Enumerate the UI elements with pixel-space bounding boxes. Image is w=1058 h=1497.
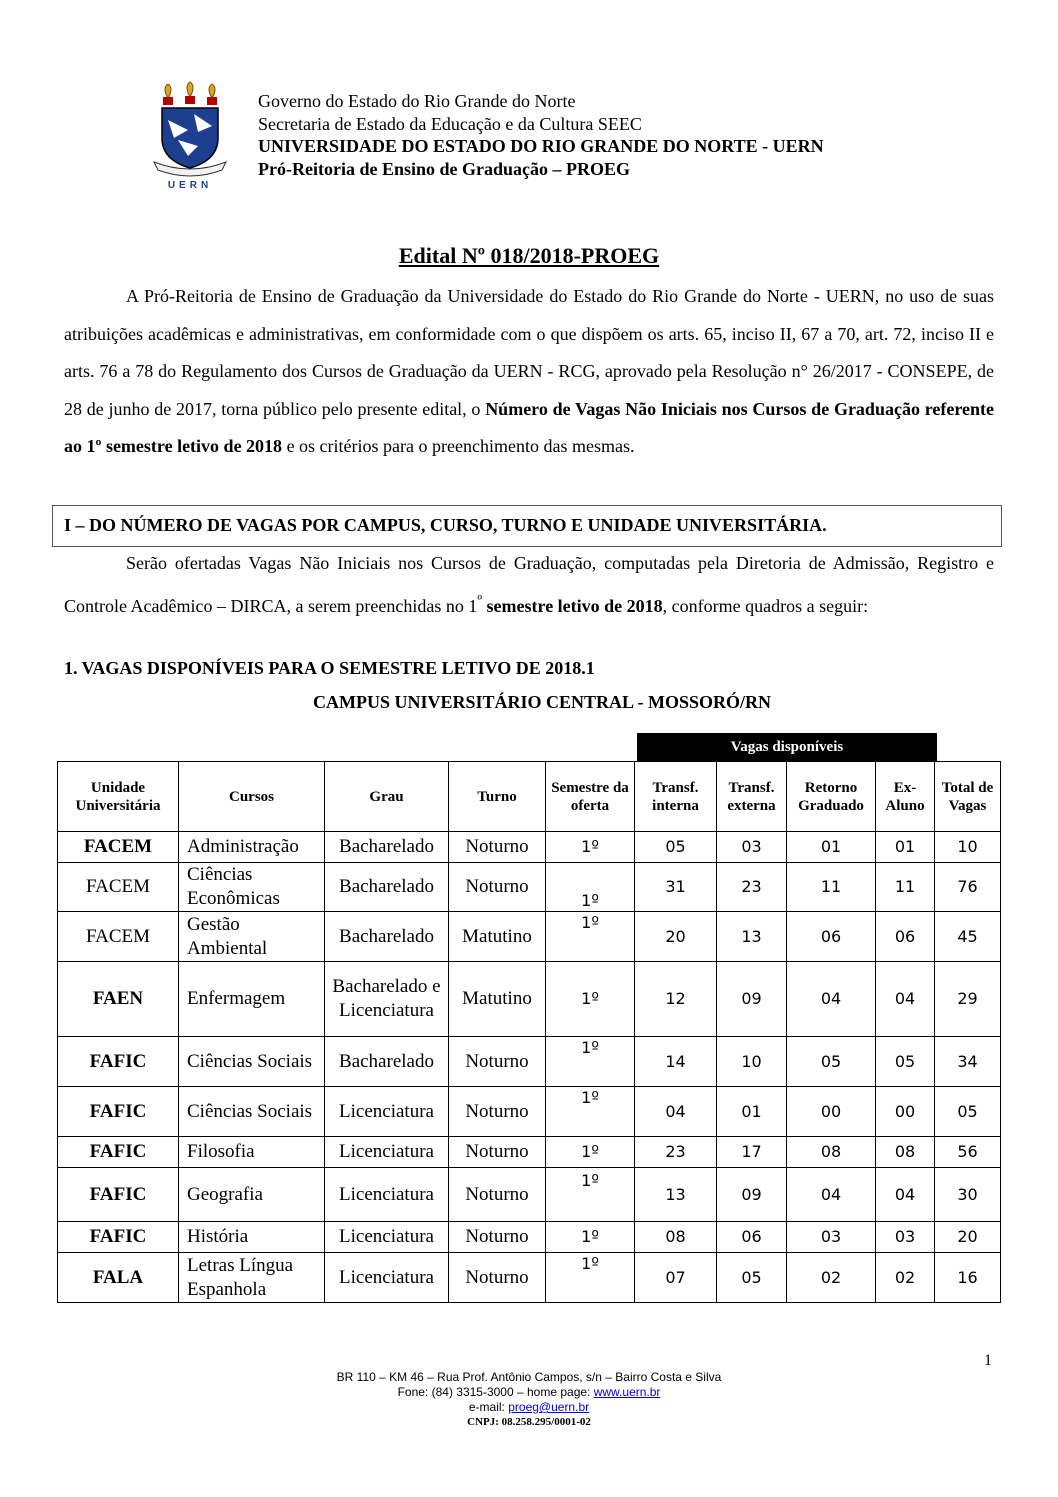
section-heading: I – DO NÚMERO DE VAGAS POR CAMPUS, CURSO, TURNO E UNIDADE UNIVERSITÁRIA. xyxy=(64,515,827,535)
vacancies-table xyxy=(57,761,1001,1303)
cell-unidade: FACEM xyxy=(58,832,179,863)
table-row xyxy=(58,1253,1001,1303)
cell-curso: Ciências Sociais xyxy=(179,1087,325,1137)
cell-total: 56 xyxy=(935,1137,1001,1168)
cell-transf-externa: 10 xyxy=(717,1037,787,1087)
cell-turno: Noturno xyxy=(449,1253,546,1303)
cell-grau: Licenciatura xyxy=(325,1137,449,1168)
cell-transf-interna: 08 xyxy=(635,1222,717,1253)
uern-crest-icon xyxy=(148,80,232,180)
cell-transf-externa: 05 xyxy=(717,1253,787,1303)
cell-grau: Bacharelado xyxy=(325,912,449,962)
cell-curso: Ciências Econômicas xyxy=(179,863,325,912)
cell-ex-aluno: 04 xyxy=(876,1168,935,1222)
cell-transf-externa: 23 xyxy=(717,863,787,912)
cell-turno: Noturno xyxy=(449,832,546,863)
cell-semestre: 1º xyxy=(546,962,635,1037)
footer-address: BR 110 – KM 46 – Rua Prof. Antônio Campos, s/n – Bairro Costa e Silva xyxy=(336,1370,722,1384)
cell-transf-externa: 13 xyxy=(717,912,787,962)
section-text-sup: º xyxy=(477,592,483,609)
section-heading-box xyxy=(52,505,1002,547)
header-line-university: UNIVERSIDADE DO ESTADO DO RIO GRANDE DO NORTE - UERN xyxy=(258,136,824,156)
cell-total: 76 xyxy=(935,863,1001,912)
cell-semestre: 1º xyxy=(546,1073,635,1123)
table-header-row xyxy=(58,762,1001,832)
col-header-ex-aluno: Ex-Aluno xyxy=(876,762,935,832)
cell-grau: Bacharelado xyxy=(325,863,449,912)
cell-turno: Matutino xyxy=(449,962,546,1037)
cell-curso: Administração xyxy=(179,832,325,863)
cell-transf-interna: 20 xyxy=(635,912,717,962)
col-header-semestre: Semestre da oferta xyxy=(546,762,635,832)
cell-turno: Noturno xyxy=(449,1037,546,1087)
footer-phone: Fone: (84) 3315-3000 – home page: xyxy=(397,1385,594,1399)
cell-unidade: FAFIC xyxy=(58,1168,179,1222)
section-text-end: , conforme quadros a seguir: xyxy=(662,595,869,616)
section-text-start: Serão ofertadas Vagas Não Iniciais nos Cursos de Graduação, computadas pela Diretoria de Admissão, Registro e Controle Acadêmico – DIRCA, a serem preenchidas no 1 xyxy=(64,553,994,616)
table-row xyxy=(58,1168,1001,1222)
footer-email-label: e-mail: xyxy=(468,1400,509,1414)
intro-text-bold: Número de Vagas Não Iniciais nos Cursos de Graduação referente ao 1º semestre letivo de 2018 xyxy=(64,398,994,456)
cell-ex-aluno: 03 xyxy=(876,1222,935,1253)
cell-transf-interna: 05 xyxy=(635,832,717,863)
cell-transf-interna: 31 xyxy=(635,863,717,912)
cell-total: 30 xyxy=(935,1168,1001,1222)
cell-retorno-graduado: 06 xyxy=(787,912,876,962)
cell-retorno-graduado: 05 xyxy=(787,1037,876,1087)
cell-ex-aluno: 08 xyxy=(876,1137,935,1168)
footer-phone-line xyxy=(0,1385,1058,1400)
cell-total: 16 xyxy=(935,1253,1001,1303)
cell-curso: Letras Língua Espanhola xyxy=(179,1253,325,1303)
uern-logo xyxy=(148,80,232,200)
cell-turno: Matutino xyxy=(449,912,546,962)
cell-retorno-graduado: 03 xyxy=(787,1222,876,1253)
header-line-proeg: Pró-Reitoria de Ensino de Graduação – PROEG xyxy=(258,158,630,179)
table-row xyxy=(58,1222,1001,1253)
cell-turno: Noturno xyxy=(449,1168,546,1222)
col-header-grau: Grau xyxy=(325,762,449,832)
intro-text-start: A Pró-Reitoria de Ensino de Graduação da Universidade do Estado do Rio Grande do Norte - UERN, no uso de suas atribuições acadêmicas e administrativas, em conformidade com o que dispõem os arts. 65, inciso II, 67 a 70, art. 72, inciso II e arts. 76 a 78 do Regulamento dos Cursos de Graduação da UERN - RCG, aprovado pela Resolução n° 26/2017 - CONSEPE, de 28 de junho de 2017, torna público pelo presente edital, o xyxy=(64,286,994,419)
cell-total: 34 xyxy=(935,1037,1001,1087)
table-row xyxy=(58,1137,1001,1168)
cell-retorno-graduado: 00 xyxy=(787,1087,876,1137)
cell-grau: Licenciatura xyxy=(325,1087,449,1137)
col-header-total: Total de Vagas xyxy=(935,762,1001,832)
section-text-bold: semestre letivo de 2018 xyxy=(482,595,663,616)
footer-homepage-link[interactable]: www.uern.br xyxy=(593,1385,661,1399)
cell-curso: Filosofia xyxy=(179,1137,325,1168)
logo-caption: UERN xyxy=(167,180,213,191)
col-header-retorno: Retorno Graduado xyxy=(787,762,876,832)
cell-semestre: 1º xyxy=(546,1239,635,1289)
cell-unidade: FAFIC xyxy=(58,1087,179,1137)
document-header xyxy=(148,80,1008,200)
table-body xyxy=(58,832,1001,1303)
cell-retorno-graduado: 01 xyxy=(787,832,876,863)
cell-curso: Enfermagem xyxy=(179,962,325,1037)
cell-ex-aluno: 06 xyxy=(876,912,935,962)
cell-semestre: 1º xyxy=(546,898,635,948)
cell-retorno-graduado: 04 xyxy=(787,1168,876,1222)
cell-ex-aluno: 02 xyxy=(876,1253,935,1303)
campus-title: CAMPUS UNIVERSITÁRIO CENTRAL - MOSSORÓ/RN xyxy=(312,692,772,712)
cell-ex-aluno: 01 xyxy=(876,832,935,863)
cell-ex-aluno: 05 xyxy=(876,1037,935,1087)
footer-cnpj: CNPJ: 08.258.295/0001-02 xyxy=(467,1416,591,1428)
cell-turno: Noturno xyxy=(449,1087,546,1137)
intro-paragraph xyxy=(64,278,994,466)
col-header-transf-externa: Transf. externa xyxy=(717,762,787,832)
cell-semestre: 1º xyxy=(546,1154,635,1208)
cell-curso: História xyxy=(179,1222,325,1253)
cell-unidade: FALA xyxy=(58,1253,179,1303)
table-row xyxy=(58,832,1001,863)
cell-retorno-graduado: 04 xyxy=(787,962,876,1037)
cell-semestre: 1º xyxy=(546,1137,635,1168)
cell-grau: Licenciatura xyxy=(325,1222,449,1253)
cell-total: 20 xyxy=(935,1222,1001,1253)
cell-unidade: FAFIC xyxy=(58,1222,179,1253)
cell-grau: Bacharelado xyxy=(325,1037,449,1087)
cell-transf-interna: 23 xyxy=(635,1137,717,1168)
header-line-secretariat: Secretaria de Estado da Educação e da Cultura SEEC xyxy=(258,113,642,134)
table-row xyxy=(58,1087,1001,1137)
cell-transf-interna: 12 xyxy=(635,962,717,1037)
cell-transf-externa: 09 xyxy=(717,962,787,1037)
table-row xyxy=(58,863,1001,912)
page-title: Edital Nº 018/2018-PROEG xyxy=(398,243,660,268)
cell-grau: Bacharelado e Licenciatura xyxy=(325,962,449,1037)
cell-semestre: 1º xyxy=(546,877,635,926)
table-row xyxy=(58,912,1001,962)
cell-semestre: 1º xyxy=(546,1222,635,1253)
intro-text-end: e os critérios para o preenchimento das mesmas. xyxy=(282,436,635,456)
cell-retorno-graduado: 08 xyxy=(787,1137,876,1168)
vagas-disponiveis-header: Vagas disponíveis xyxy=(637,733,937,761)
col-header-transf-interna: Transf. interna xyxy=(635,762,717,832)
cell-turno: Noturno xyxy=(449,1137,546,1168)
cell-ex-aluno: 11 xyxy=(876,863,935,912)
table-row xyxy=(58,962,1001,1037)
table-row xyxy=(58,1037,1001,1087)
cell-semestre: 1º xyxy=(546,832,635,863)
section-paragraph xyxy=(64,545,994,625)
cell-transf-externa: 17 xyxy=(717,1137,787,1168)
cell-ex-aluno: 00 xyxy=(876,1087,935,1137)
cell-transf-externa: 01 xyxy=(717,1087,787,1137)
cell-transf-externa: 06 xyxy=(717,1222,787,1253)
col-header-cursos: Cursos xyxy=(179,762,325,832)
cell-grau: Licenciatura xyxy=(325,1168,449,1222)
cell-transf-externa: 09 xyxy=(717,1168,787,1222)
cell-turno: Noturno xyxy=(449,1222,546,1253)
cell-unidade: FAFIC xyxy=(58,1037,179,1087)
subsection-title: 1. VAGAS DISPONÍVEIS PARA O SEMESTRE LETIVO DE 2018.1 xyxy=(64,658,595,678)
cell-grau: Bacharelado xyxy=(325,832,449,863)
cell-total: 05 xyxy=(935,1087,1001,1137)
cell-curso: Geografia xyxy=(179,1168,325,1222)
cell-transf-interna: 14 xyxy=(635,1037,717,1087)
cell-semestre: 1º xyxy=(546,1023,635,1073)
cell-total: 45 xyxy=(935,912,1001,962)
page-footer xyxy=(0,1370,1058,1430)
cell-transf-interna: 07 xyxy=(635,1253,717,1303)
header-line-government: Governo do Estado do Rio Grande do Norte xyxy=(258,91,576,111)
cell-ex-aluno: 04 xyxy=(876,962,935,1037)
cell-turno: Noturno xyxy=(449,863,546,912)
cell-total: 10 xyxy=(935,832,1001,863)
header-text-block xyxy=(258,90,824,180)
footer-email-line xyxy=(0,1400,1058,1415)
cell-transf-interna: 04 xyxy=(635,1087,717,1137)
cell-unidade: FACEM xyxy=(58,863,179,912)
cell-unidade: FACEM xyxy=(58,912,179,962)
cell-grau: Licenciatura xyxy=(325,1253,449,1303)
cell-unidade: FAFIC xyxy=(58,1137,179,1168)
cell-transf-interna: 13 xyxy=(635,1168,717,1222)
cell-transf-externa: 03 xyxy=(717,832,787,863)
cell-unidade: FAEN xyxy=(58,962,179,1037)
cell-total: 29 xyxy=(935,962,1001,1037)
page-number: 1 xyxy=(984,1352,992,1369)
cell-retorno-graduado: 02 xyxy=(787,1253,876,1303)
footer-email-link[interactable]: proeg@uern.br xyxy=(508,1400,590,1414)
col-header-unidade: Unidade Universitária xyxy=(58,762,179,832)
cell-curso: Ciências Sociais xyxy=(179,1037,325,1087)
col-header-turno: Turno xyxy=(449,762,546,832)
cell-retorno-graduado: 11 xyxy=(787,863,876,912)
cell-curso: Gestão Ambiental xyxy=(179,912,325,962)
